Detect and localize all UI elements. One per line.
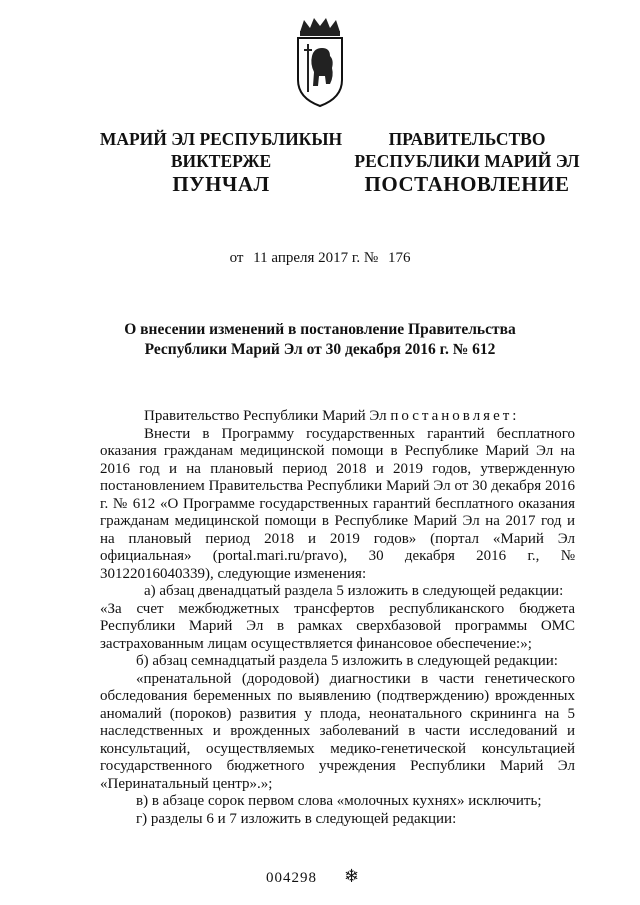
intro-verb: постановляет: bbox=[390, 408, 520, 424]
paragraph-4: б) абзац семнадцатый раздела 5 изложить в следующей редакции: bbox=[136, 653, 558, 669]
header-right-line2: РЕСПУБЛИКИ МАРИЙ ЭЛ bbox=[354, 151, 580, 171]
date-day: 11 bbox=[253, 250, 268, 266]
document-number: 176 bbox=[387, 250, 411, 266]
intro-subject: Правительство Республики Марий Эл bbox=[144, 408, 387, 424]
serial-number: 004298 bbox=[266, 870, 317, 886]
coat-of-arms-emblem bbox=[292, 14, 348, 110]
paragraph-6: в) в абзаце сорок первом слова «молочных кухнях» исключить; bbox=[136, 793, 542, 809]
header-right-line1: ПРАВИТЕЛЬСТВО bbox=[388, 129, 546, 149]
document-body bbox=[100, 408, 575, 828]
date-prefix: от bbox=[229, 250, 244, 266]
date-line bbox=[0, 250, 640, 267]
number-sign: № bbox=[363, 250, 379, 266]
header-right bbox=[352, 128, 582, 172]
paragraph-7: г) разделы 6 и 7 изложить в следующей редакции: bbox=[136, 810, 457, 827]
title-line1: О внесении изменений в постановление Правительства bbox=[124, 321, 516, 338]
intro-paragraph bbox=[100, 408, 575, 426]
title-line2: Республики Марий Эл от 30 декабря 2016 г. № 612 bbox=[144, 341, 496, 358]
header-left bbox=[96, 128, 346, 172]
paragraph-1: Внести в Программу государственных гарантий бесплатного оказания гражданам медицинской помощи в Республике Марий Эл на 2016 год и на плановый период 2018 и 2019 годов, утвержденную постановлением Правительства Республики Марий Эл от 30 декабря 2016 г. № 612 «О Программе государственных гарантий бесплатного оказания гражданам медицинской помощи в Республике Марий Эл на 2017 год и на плановый период 2018 и 2019 годов» (портал «Марий Эл официальная» (portal.mari.ru/pravo), 30 декабря 2016 г., № 30122016040339), следующие изменения: bbox=[100, 425, 575, 582]
paragraph-5: «пренатальной (дородовой) диагностики в части генетического обследования беременных по выявлению (подтверждению) врожденных аномалий (пороков) развития у плода, неонатального скрининга на 5 наследственных и врожденных заболеваний в части исследований и консультаций, осуществляемых медико-генетической консультацией государственного бюджетного учреждения Республики Марий Эл «Перинатальный центр».»; bbox=[100, 670, 575, 792]
doc-type-right: ПОСТАНОВЛЕНИЕ bbox=[364, 172, 570, 196]
date-month-year: апреля 2017 г. bbox=[271, 250, 361, 266]
paragraph-2: а) абзац двенадцатый раздела 5 изложить в следующей редакции: bbox=[144, 583, 564, 599]
doc-type-left: ПУНЧАЛ bbox=[172, 172, 270, 196]
snowflake-icon: ❄ bbox=[344, 866, 360, 886]
header-left-line2: ВИКТЕРЖЕ bbox=[170, 151, 272, 171]
header-left-line1: МАРИЙ ЭЛ РЕСПУБЛИКЫН bbox=[99, 129, 343, 149]
document-title bbox=[0, 320, 640, 360]
paragraph-3: «За счет межбюджетных трансфертов республиканского бюджета Республики Марий Эл в рамках сверхбазовой программы ОМС застрахованным лицам осуществляется финансовое обеспечение:»; bbox=[100, 600, 575, 652]
